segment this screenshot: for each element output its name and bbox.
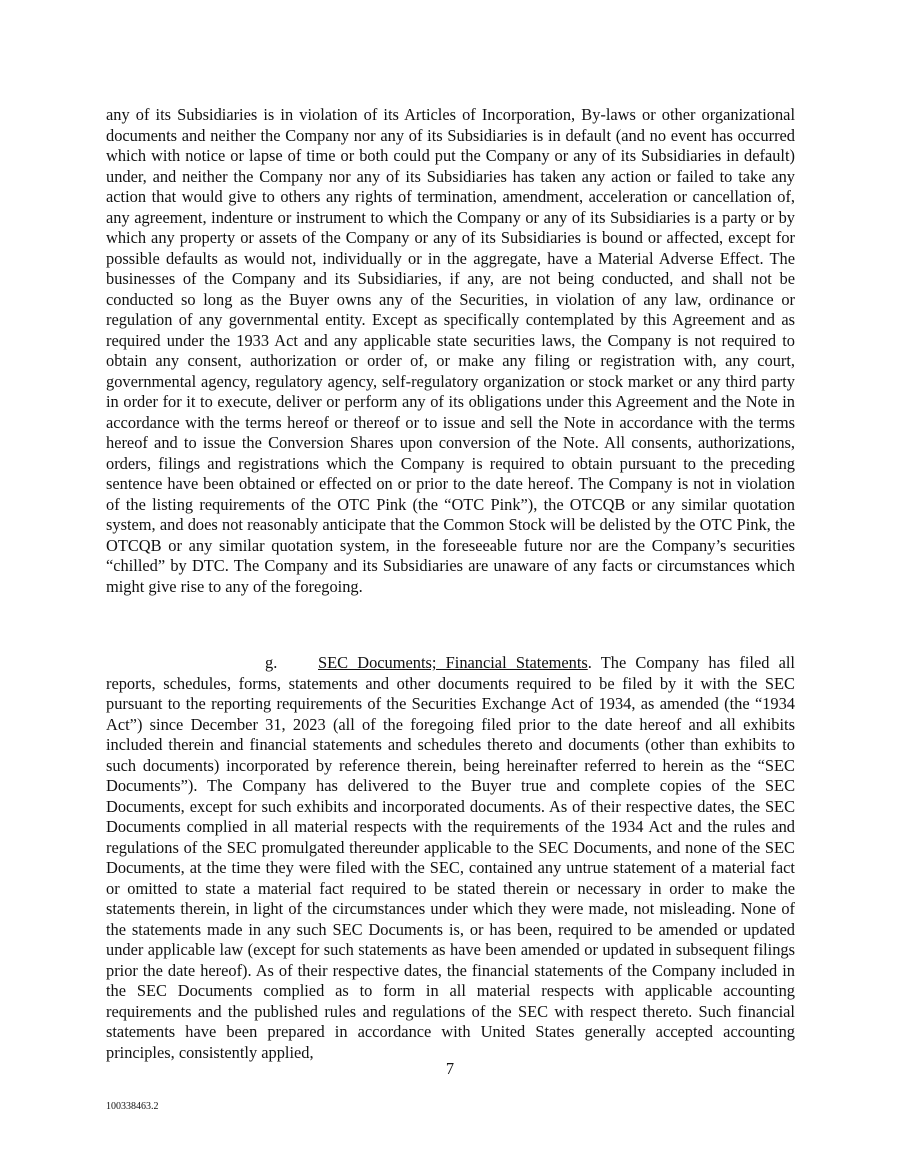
section-g-paragraph	[106, 653, 795, 1063]
page-number: 7	[445, 1059, 455, 1078]
section-g-letter: g.	[265, 653, 278, 672]
section-g-title: SEC Documents; Financial Statements	[318, 653, 588, 672]
document-id: 100338463.2	[106, 1101, 159, 1112]
body-paragraph-continuation: any of its Subsidiaries is in violation of its Articles of Incorporation, By-laws or other organizational documents and neither the Company nor any of its Subsidiaries is in default (and no event has occurred which with notice or lapse of time or both could put the Company or any of its Subsidiaries in default) under, and neither the Company nor any of its Subsidiaries has taken any action or failed to take any action that would give to others any rights of termination, amendment, acceleration or cancellation of, any agreement, indenture or instrument to which the Company or any of its Subsidiaries is a party or by which any property or assets of the Company or any of its Subsidiaries is bound or affected, except for possible defaults as would not, individually or in the aggregate, have a Material Adverse Effect. The businesses of the Company and its Subsidiaries, if any, are not being conducted, and shall not be conducted so long as the Buyer owns any of the Securities, in violation of any law, ordinance or regulation of any governmental entity. Except as specifically contemplated by this Agreement and as required under the 1933 Act and any applicable state securities laws, the Company is not required to obtain any consent, authorization or order of, or make any filing or registration with, any court, governmental agency, regulatory agency, self-regulatory organization or stock market or any third party in order for it to execute, deliver or perform any of its obligations under this Agreement and the Note in accordance with the terms hereof or thereof or to issue and sell the Note in accordance with the terms hereof and to issue the Conversion Shares upon conversion of the Note. All consents, authorizations, orders, filings and registrations which the Company is required to obtain pursuant to the preceding sentence have been obtained or effected on or prior to the date hereof. The Company is not in violation of the listing requirements of the OTC Pink (the “OTC Pink”), the OTCQB or any similar quotation system, and does not reasonably anticipate that the Common Stock will be delisted by the OTC Pink, the OTCQB or any similar quotation system, in the foreseeable future nor are the Company’s securities “chilled” by DTC. The Company and its Subsidiaries are unaware of any facts or circumstances which might give rise to any of the foregoing.	[106, 105, 795, 596]
section-g-title-period: .	[587, 653, 592, 672]
section-g-body: The Company has filed all reports, schedules, forms, statements and other documents required to be filed by it with the SEC pursuant to the reporting requirements of the Securities Exchange Act of 1934, as amended (the “1934 Act”) since December 31, 2023 (all of the foregoing filed prior to the date hereof and all exhibits included therein and financial statements and schedules thereto and documents (other than exhibits to such documents) incorporated by reference therein, being hereinafter referred to herein as the “SEC Documents”). The Company has delivered to the Buyer true and complete copies of the SEC Documents, except for such exhibits and incorporated documents. As of their respective dates, the SEC Documents complied in all material respects with the requirements of the 1934 Act and the rules and regulations of the SEC promulgated thereunder applicable to the SEC Documents, and none of the SEC Documents, at the time they were filed with the SEC, contained any untrue statement of a material fact or omitted to state a material fact required to be stated therein or necessary in order to make the statements therein, in light of the circumstances under which they were made, not misleading. None of the statements made in any such SEC Documents is, or has been, required to be amended or updated under applicable law (except for such statements as have been amended or updated in subsequent filings prior the date hereof). As of their respective dates, the financial statements of the Company included in the SEC Documents complied as to form in all material respects with applicable accounting requirements and the published rules and regulations of the SEC with respect thereto. Such financial statements have been prepared in accordance with United States generally accepted accounting principles, consistently applied,	[106, 653, 795, 1062]
